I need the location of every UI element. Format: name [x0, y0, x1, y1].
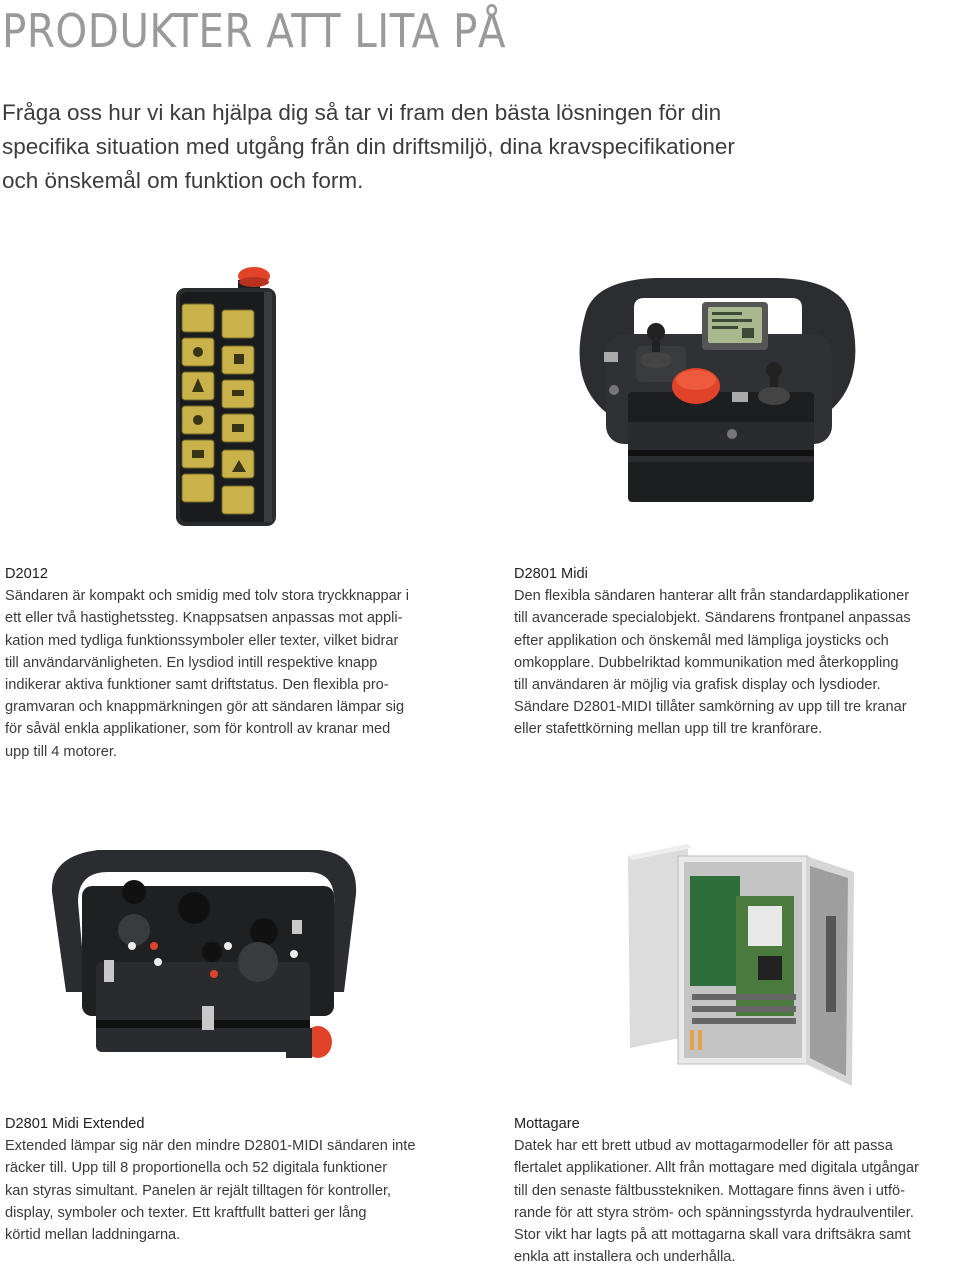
product-description-line: till användarvänligheten. En lysdiod intill respektive knapp: [5, 654, 378, 671]
product-description-line: Stor vikt har lagts på att mottagarna skall vara driftsäkra samt: [514, 1227, 911, 1244]
product-description-line: till den senaste fältbusstekniken. Mottagare finns även i utfö-: [514, 1182, 906, 1199]
product-description-line: Sändaren är kompakt och smidig med tolv stora tryckknappar i: [5, 588, 409, 605]
product-description-line: till avancerade specialobjekt. Sändarens frontpanel anpassas: [514, 610, 911, 627]
product-description-line: Den flexibla sändaren hanterar allt från standardapplikationer: [514, 588, 910, 605]
product-description-line: gramvaran och knappmärkningen gör att sändaren lämpar sig: [5, 699, 405, 716]
product-description-line: omkopplare. Dubbelriktad kommunikation med återkoppling: [514, 654, 899, 671]
product-description-line: flertalet applikationer. Allt från mottagare med digitala utgångar: [514, 1160, 919, 1177]
product-description-line: kation med tydliga funktionssymboler eller texter, vilket bidrar: [5, 632, 399, 649]
product-name: D2012: [5, 566, 49, 582]
product-d2012: [5, 563, 409, 763]
product-description-line: Datek har ett brett utbud av mottagarmodeller för att passa: [514, 1138, 893, 1155]
product-description-line: till användaren är möjlig via grafisk display och lysdioder.: [514, 677, 881, 694]
product-description-line: eller stafettkörning mellan upp till tre kranförare.: [514, 721, 823, 738]
product-description-line: enkla att installera och underhålla.: [514, 1249, 736, 1266]
product-mottagare: [514, 1113, 919, 1268]
product-description-line: indikerar aktiva funktioner samt driftstatus. Den flexibla pro-: [5, 677, 389, 694]
product-name: D2801 Midi: [514, 566, 588, 582]
product-description-line: räcker till. Upp till 8 proportionella och 52 digitala funktioner: [5, 1160, 388, 1177]
product-description-line: Sändare D2801-MIDI tillåter samkörning av upp till tre kranar: [514, 699, 907, 716]
product-d2801-midi: [514, 563, 911, 741]
product-description-line: efter applikation och önskemål med lämpliga joysticks och: [514, 632, 889, 649]
product-description-line: ett eller två hastighetssteg. Knappsatsen anpassas mot appli-: [5, 610, 403, 627]
product-description-line: upp till 4 motorer.: [5, 743, 117, 760]
intro-text: [2, 96, 862, 198]
remote-d2801-midi-extended-image: [38, 842, 368, 1070]
product-description-line: display, symboler och texter. Ett kraftfullt batteri ger lång: [5, 1204, 367, 1221]
intro-line: specifika situation med utgång från din driftsmiljö, dina kravspecifikationer: [2, 134, 735, 159]
product-d2801-midi-extended: [5, 1113, 415, 1246]
product-description-line: för såväl enkla applikationer, som för kontroll av kranar med: [5, 721, 391, 738]
product-description-line: körtid mellan laddningarna.: [5, 1227, 181, 1244]
product-description-line: kan styras simultant. Panelen är rejält tilltagen för kontroller,: [5, 1182, 392, 1199]
receiver-cabinet-image: [618, 836, 872, 1094]
remote-d2801-midi-image: [556, 272, 878, 520]
product-description-line: Extended lämpar sig när den mindre D2801-MIDI sändaren inte: [5, 1138, 416, 1155]
page-title: PRODUKTER ATT LITA PÅ: [2, 4, 507, 58]
product-name: D2801 Midi Extended: [5, 1116, 145, 1132]
product-name: Mottagare: [514, 1116, 580, 1132]
intro-line: Fråga oss hur vi kan hjälpa dig så tar vi fram den bästa lösningen för din: [2, 100, 722, 125]
product-description-line: rande för att styra ström- och spänningsstyrda hydraulventiler.: [514, 1204, 914, 1221]
intro-line: och önskemål om funktion och form.: [2, 168, 364, 193]
remote-d2012-image: [160, 262, 290, 530]
